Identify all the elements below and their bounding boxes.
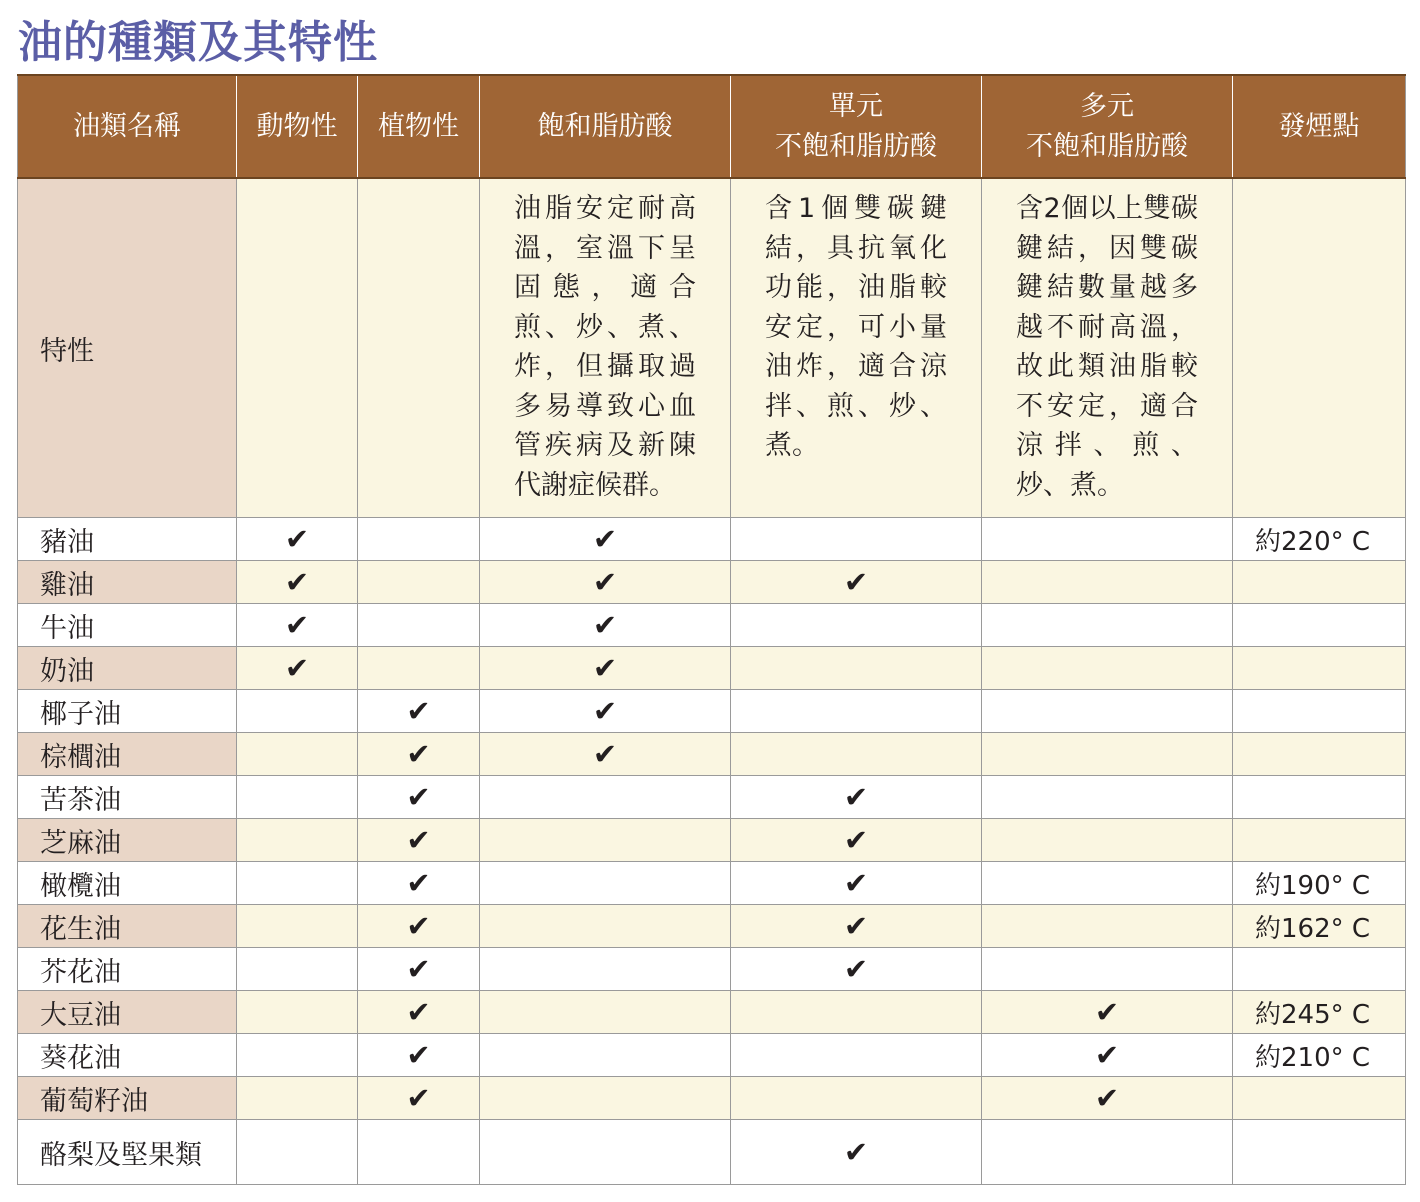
animal-check (237, 862, 358, 905)
mono-check: ✔ (731, 905, 982, 948)
smoke-point (1233, 1120, 1406, 1185)
saturated-check (480, 948, 731, 991)
feature-poly-cell (982, 178, 1233, 518)
header-polyunsaturated (982, 75, 1233, 178)
plant-check: ✔ (358, 690, 480, 733)
mono-check: ✔ (731, 862, 982, 905)
mono-check (731, 991, 982, 1034)
smoke-point: 約220° C (1233, 518, 1406, 561)
poly-check (982, 948, 1233, 991)
table-row (18, 905, 1406, 948)
oil-name: 牛油 (18, 604, 237, 647)
mono-check (731, 1034, 982, 1077)
plant-check: ✔ (358, 776, 480, 819)
animal-check (237, 776, 358, 819)
header-oil-name: 油類名稱 (18, 75, 237, 178)
mono-check: ✔ (731, 819, 982, 862)
mono-check (731, 733, 982, 776)
table-row (18, 647, 1406, 690)
table-row (18, 733, 1406, 776)
plant-check (358, 561, 480, 604)
saturated-check (480, 991, 731, 1034)
poly-check (982, 604, 1233, 647)
header-poly-line2: 不飽和脂肪酸 (1026, 130, 1188, 162)
animal-check (237, 819, 358, 862)
smoke-point (1233, 819, 1406, 862)
table-row (18, 991, 1406, 1034)
table-row (18, 1120, 1406, 1185)
mono-check: ✔ (731, 776, 982, 819)
feature-saturated-cell (480, 178, 731, 518)
oil-name: 酪梨及堅果類 (18, 1120, 237, 1185)
oil-name: 大豆油 (18, 991, 237, 1034)
poly-check (982, 690, 1233, 733)
table-row (18, 1077, 1406, 1120)
oil-name: 棕櫚油 (18, 733, 237, 776)
animal-check: ✔ (237, 604, 358, 647)
poly-check (982, 561, 1233, 604)
smoke-point: 約190° C (1233, 862, 1406, 905)
smoke-point: 約245° C (1233, 991, 1406, 1034)
poly-check (982, 819, 1233, 862)
oil-name: 橄欖油 (18, 862, 237, 905)
header-animal: 動物性 (237, 75, 358, 178)
smoke-point: 約162° C (1233, 905, 1406, 948)
plant-check: ✔ (358, 991, 480, 1034)
table-row (18, 604, 1406, 647)
saturated-check (480, 862, 731, 905)
header-smoke-point: 發煙點 (1233, 75, 1406, 178)
smoke-point (1233, 604, 1406, 647)
animal-check (237, 1034, 358, 1077)
saturated-check: ✔ (480, 604, 731, 647)
mono-check (731, 1077, 982, 1120)
oil-name: 椰子油 (18, 690, 237, 733)
plant-check: ✔ (358, 1077, 480, 1120)
table-row (18, 518, 1406, 561)
poly-check (982, 1120, 1233, 1185)
oil-name: 芥花油 (18, 948, 237, 991)
feature-plant-cell (358, 178, 480, 518)
poly-check: ✔ (982, 1034, 1233, 1077)
oil-name: 葵花油 (18, 1034, 237, 1077)
header-mono-line1: 單元 (829, 90, 883, 122)
smoke-point (1233, 1077, 1406, 1120)
feature-label: 特性 (18, 178, 237, 518)
oil-types-table (17, 74, 1406, 1185)
page-title: 油的種類及其特性 (18, 17, 378, 68)
animal-check: ✔ (237, 518, 358, 561)
saturated-check (480, 819, 731, 862)
mono-check: ✔ (731, 1120, 982, 1185)
saturated-check: ✔ (480, 518, 731, 561)
table-row (18, 776, 1406, 819)
poly-check (982, 776, 1233, 819)
table-row (18, 862, 1406, 905)
plant-check (358, 1120, 480, 1185)
poly-check: ✔ (982, 1077, 1233, 1120)
mono-check: ✔ (731, 561, 982, 604)
oil-name: 葡萄籽油 (18, 1077, 237, 1120)
smoke-point (1233, 647, 1406, 690)
oil-name: 雞油 (18, 561, 237, 604)
saturated-check: ✔ (480, 647, 731, 690)
smoke-point (1233, 561, 1406, 604)
plant-check: ✔ (358, 905, 480, 948)
feature-mono-text: 含1個雙碳鍵結，具抗氧化功能，油脂較安定，可小量油炸，適合涼拌、煎、炒、煮。 (765, 193, 947, 461)
saturated-check (480, 905, 731, 948)
smoke-point: 約210° C (1233, 1034, 1406, 1077)
header-plant: 植物性 (358, 75, 480, 178)
saturated-check (480, 1120, 731, 1185)
poly-check: ✔ (982, 991, 1233, 1034)
table-row (18, 948, 1406, 991)
saturated-check (480, 1077, 731, 1120)
mono-check (731, 604, 982, 647)
animal-check (237, 690, 358, 733)
feature-animal-cell (237, 178, 358, 518)
smoke-point (1233, 733, 1406, 776)
header-row (18, 75, 1406, 178)
table-row (18, 1034, 1406, 1077)
poly-check (982, 518, 1233, 561)
feature-saturated-text: 油脂安定耐高溫，室溫下呈固態，適合煎、炒、煮、炸，但攝取過多易導致心血管疾病及新陳代謝症候群。 (514, 193, 696, 501)
plant-check: ✔ (358, 819, 480, 862)
animal-check: ✔ (237, 647, 358, 690)
saturated-check: ✔ (480, 561, 731, 604)
oil-name: 奶油 (18, 647, 237, 690)
header-mono-line2: 不飽和脂肪酸 (775, 130, 937, 162)
plant-check (358, 647, 480, 690)
animal-check (237, 991, 358, 1034)
plant-check (358, 604, 480, 647)
smoke-point (1233, 690, 1406, 733)
saturated-check: ✔ (480, 690, 731, 733)
header-saturated: 飽和脂肪酸 (480, 75, 731, 178)
plant-check: ✔ (358, 862, 480, 905)
plant-check: ✔ (358, 733, 480, 776)
oil-name: 苦茶油 (18, 776, 237, 819)
table-row (18, 561, 1406, 604)
plant-check: ✔ (358, 1034, 480, 1077)
header-monounsaturated (731, 75, 982, 178)
smoke-point (1233, 948, 1406, 991)
mono-check (731, 690, 982, 733)
animal-check (237, 733, 358, 776)
poly-check (982, 733, 1233, 776)
mono-check (731, 518, 982, 561)
animal-check (237, 1120, 358, 1185)
poly-check (982, 647, 1233, 690)
plant-check (358, 518, 480, 561)
animal-check (237, 905, 358, 948)
oil-name: 芝麻油 (18, 819, 237, 862)
mono-check: ✔ (731, 948, 982, 991)
table-row (18, 690, 1406, 733)
plant-check: ✔ (358, 948, 480, 991)
smoke-point (1233, 776, 1406, 819)
header-poly-line1: 多元 (1080, 90, 1134, 122)
saturated-check: ✔ (480, 733, 731, 776)
saturated-check (480, 776, 731, 819)
oil-name: 豬油 (18, 518, 237, 561)
animal-check (237, 948, 358, 991)
table-row (18, 819, 1406, 862)
saturated-check (480, 1034, 731, 1077)
feature-mono-cell (731, 178, 982, 518)
mono-check (731, 647, 982, 690)
animal-check: ✔ (237, 561, 358, 604)
oil-name: 花生油 (18, 905, 237, 948)
animal-check (237, 1077, 358, 1120)
feature-poly-text: 含2個以上雙碳鍵結，因雙碳鍵結數量越多越不耐高溫，故此類油脂較不安定，適合涼拌、煎、炒、煮。 (1016, 193, 1198, 501)
feature-smoke-cell (1233, 178, 1406, 518)
feature-row (18, 178, 1406, 518)
poly-check (982, 862, 1233, 905)
poly-check (982, 905, 1233, 948)
